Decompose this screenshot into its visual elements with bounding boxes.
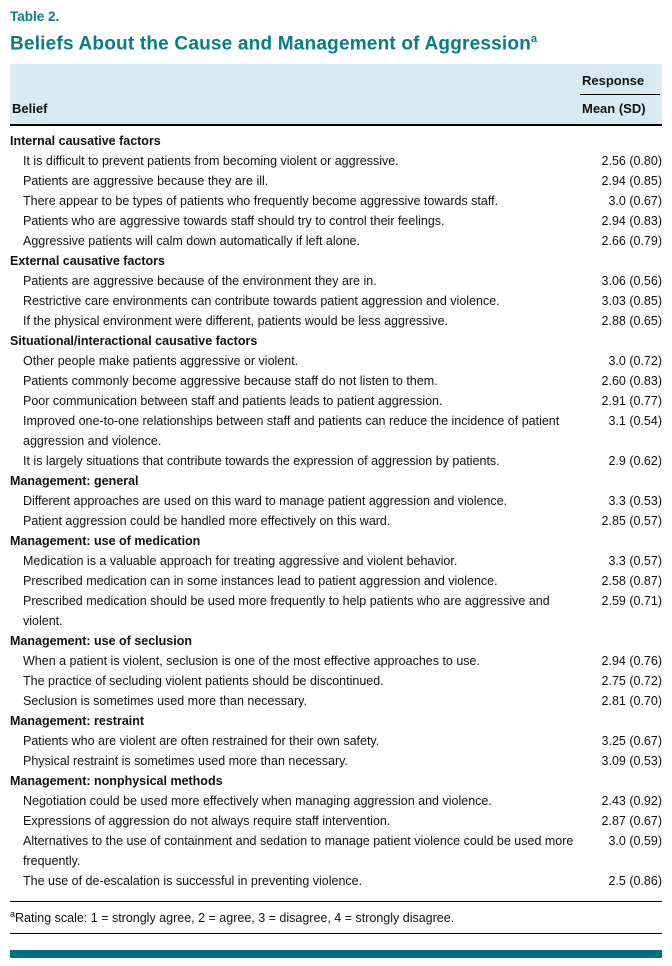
section-heading: Situational/interactional causative factors bbox=[10, 334, 258, 349]
mean-sd-value: 2.66 (0.79) bbox=[601, 234, 662, 249]
mean-sd-value: 2.94 (0.85) bbox=[601, 174, 662, 189]
mean-sd-value: 2.56 (0.80) bbox=[601, 154, 662, 169]
belief-text: Patients are aggressive because of the environment they are in. bbox=[23, 274, 377, 289]
mean-sd-value: 3.3 (0.53) bbox=[608, 494, 662, 509]
table-row bbox=[10, 291, 662, 311]
mean-sd-value: 2.87 (0.67) bbox=[601, 814, 662, 829]
table-row bbox=[10, 831, 662, 871]
belief-text: Alternatives to the use of containment and sedation to manage patient violence could be used more frequently. bbox=[23, 834, 574, 869]
table-row bbox=[10, 271, 662, 291]
mean-sd-value: 3.3 (0.57) bbox=[608, 554, 662, 569]
mean-sd-value: 3.0 (0.72) bbox=[608, 354, 662, 369]
section-heading: Management: restraint bbox=[10, 714, 145, 729]
mean-sd-value: 2.75 (0.72) bbox=[601, 674, 662, 689]
table-row bbox=[10, 151, 662, 171]
belief-text: Improved one-to-one relationships between staff and patients can reduce the incidence of patient aggression and violence. bbox=[23, 414, 560, 449]
mean-sd-value: 3.0 (0.67) bbox=[608, 194, 662, 209]
belief-text: Patient aggression could be handled more effectively on this ward. bbox=[23, 514, 391, 529]
belief-text: When a patient is violent, seclusion is one of the most effective approaches to use. bbox=[23, 654, 480, 669]
belief-text: Seclusion is sometimes used more than necessary. bbox=[23, 694, 307, 709]
belief-text: Aggressive patients will calm down automatically if left alone. bbox=[23, 234, 360, 249]
table-row bbox=[10, 171, 662, 191]
belief-text: The use of de-escalation is successful in preventing violence. bbox=[23, 874, 363, 889]
table-title-text: Beliefs About the Cause and Management of Aggression bbox=[10, 33, 532, 55]
bottom-accent-bar bbox=[10, 950, 662, 958]
belief-text: Poor communication between staff and patients leads to patient aggression. bbox=[23, 394, 443, 409]
mean-sd-value: 2.81 (0.70) bbox=[601, 694, 662, 709]
table-row bbox=[10, 791, 662, 811]
mean-sd-value: 3.03 (0.85) bbox=[601, 294, 662, 309]
mean-sd-value: 2.60 (0.83) bbox=[601, 374, 662, 389]
table-header-band bbox=[10, 64, 662, 124]
belief-text: If the physical environment were different, patients would be less aggressive. bbox=[23, 314, 448, 329]
table-row bbox=[10, 671, 662, 691]
table-row bbox=[10, 311, 662, 331]
table-row bbox=[10, 211, 662, 231]
belief-text: Patients who are aggressive towards staff should try to control their feelings. bbox=[23, 214, 445, 229]
section-heading: Internal causative factors bbox=[10, 134, 161, 149]
mean-sd-value: 2.85 (0.57) bbox=[601, 514, 662, 529]
mean-sd-value: 3.06 (0.56) bbox=[601, 274, 662, 289]
table-row bbox=[10, 691, 662, 711]
mean-sd-value: 3.25 (0.67) bbox=[601, 734, 662, 749]
belief-text: It is largely situations that contribute towards the expression of aggression by patients. bbox=[23, 454, 500, 469]
footnote bbox=[10, 901, 662, 934]
mean-sd-value: 2.43 (0.92) bbox=[601, 794, 662, 809]
belief-column-header: Belief bbox=[12, 101, 48, 117]
belief-text: There appear to be types of patients who frequently become aggressive towards staff. bbox=[23, 194, 499, 209]
table-row bbox=[10, 411, 662, 451]
belief-text: Different approaches are used on this ward to manage patient aggression and violence. bbox=[23, 494, 508, 509]
header-top-row bbox=[12, 71, 660, 95]
mean-sd-value: 2.9 (0.62) bbox=[608, 454, 662, 469]
belief-text: Restrictive care environments can contribute towards patient aggression and violence. bbox=[23, 294, 500, 309]
belief-text: Negotiation could be used more effectively when managing aggression and violence. bbox=[23, 794, 492, 809]
section-heading: Management: nonphysical methods bbox=[10, 774, 223, 789]
mean-sd-value: 3.1 (0.54) bbox=[608, 414, 662, 429]
mean-sd-value: 3.09 (0.53) bbox=[601, 754, 662, 769]
table-row bbox=[10, 191, 662, 211]
table-row bbox=[10, 511, 662, 531]
table-row bbox=[10, 871, 662, 891]
belief-text: Patients are aggressive because they are ill. bbox=[23, 174, 269, 189]
footnote-superscript: a bbox=[10, 909, 16, 920]
section-heading: External causative factors bbox=[10, 254, 165, 269]
table-body bbox=[10, 126, 662, 891]
mean-sd-value: 3.0 (0.59) bbox=[608, 834, 662, 849]
table-row bbox=[10, 351, 662, 371]
belief-text: Other people make patients aggressive or violent. bbox=[23, 354, 299, 369]
section-heading: Management: general bbox=[10, 474, 139, 489]
header-bottom-row bbox=[12, 95, 660, 124]
table-row bbox=[10, 551, 662, 571]
belief-text: Prescribed medication should be used more frequently to help patients who are aggressive and violent. bbox=[23, 594, 550, 629]
table-row bbox=[10, 751, 662, 771]
mean-sd-value: 2.94 (0.83) bbox=[601, 214, 662, 229]
belief-text: Patients commonly become aggressive because staff do not listen to them. bbox=[23, 374, 438, 389]
mean-sd-value: 2.94 (0.76) bbox=[601, 654, 662, 669]
mean-sd-value: 2.59 (0.71) bbox=[601, 594, 662, 609]
table-row bbox=[10, 651, 662, 671]
mean-sd-value: 2.88 (0.65) bbox=[601, 314, 662, 329]
belief-text: Expressions of aggression do not always require staff intervention. bbox=[23, 814, 391, 829]
mean-sd-value: 2.91 (0.77) bbox=[601, 394, 662, 409]
table-row bbox=[10, 451, 662, 471]
response-column-header: Response bbox=[580, 71, 660, 95]
table-row bbox=[10, 491, 662, 511]
table-row bbox=[10, 371, 662, 391]
table-row bbox=[10, 811, 662, 831]
table-row bbox=[10, 591, 662, 631]
table-title bbox=[10, 33, 662, 55]
belief-text: Prescribed medication can in some instances lead to patient aggression and violence. bbox=[23, 574, 498, 589]
belief-text: Medication is a valuable approach for treating aggressive and violent behavior. bbox=[23, 554, 458, 569]
table-title-superscript: a bbox=[531, 33, 538, 45]
belief-text: It is difficult to prevent patients from becoming violent or aggressive. bbox=[23, 154, 399, 169]
table-row bbox=[10, 391, 662, 411]
belief-text: Physical restraint is sometimes used more than necessary. bbox=[23, 754, 348, 769]
mean-sd-value: 2.5 (0.86) bbox=[608, 874, 662, 889]
section-heading: Management: use of seclusion bbox=[10, 634, 192, 649]
table-row bbox=[10, 731, 662, 751]
mean-sd-column-header: Mean (SD) bbox=[582, 101, 646, 117]
footnote-text: Rating scale: 1 = strongly agree, 2 = agree, 3 = disagree, 4 = strongly disagree. bbox=[15, 911, 455, 926]
mean-sd-value: 2.58 (0.87) bbox=[601, 574, 662, 589]
table-label: Table 2. bbox=[10, 9, 60, 24]
table-row bbox=[10, 571, 662, 591]
table-row bbox=[10, 231, 662, 251]
belief-text: The practice of secluding violent patients should be discontinued. bbox=[23, 674, 384, 689]
belief-text: Patients who are violent are often restrained for their own safety. bbox=[23, 734, 380, 749]
section-heading: Management: use of medication bbox=[10, 534, 201, 549]
